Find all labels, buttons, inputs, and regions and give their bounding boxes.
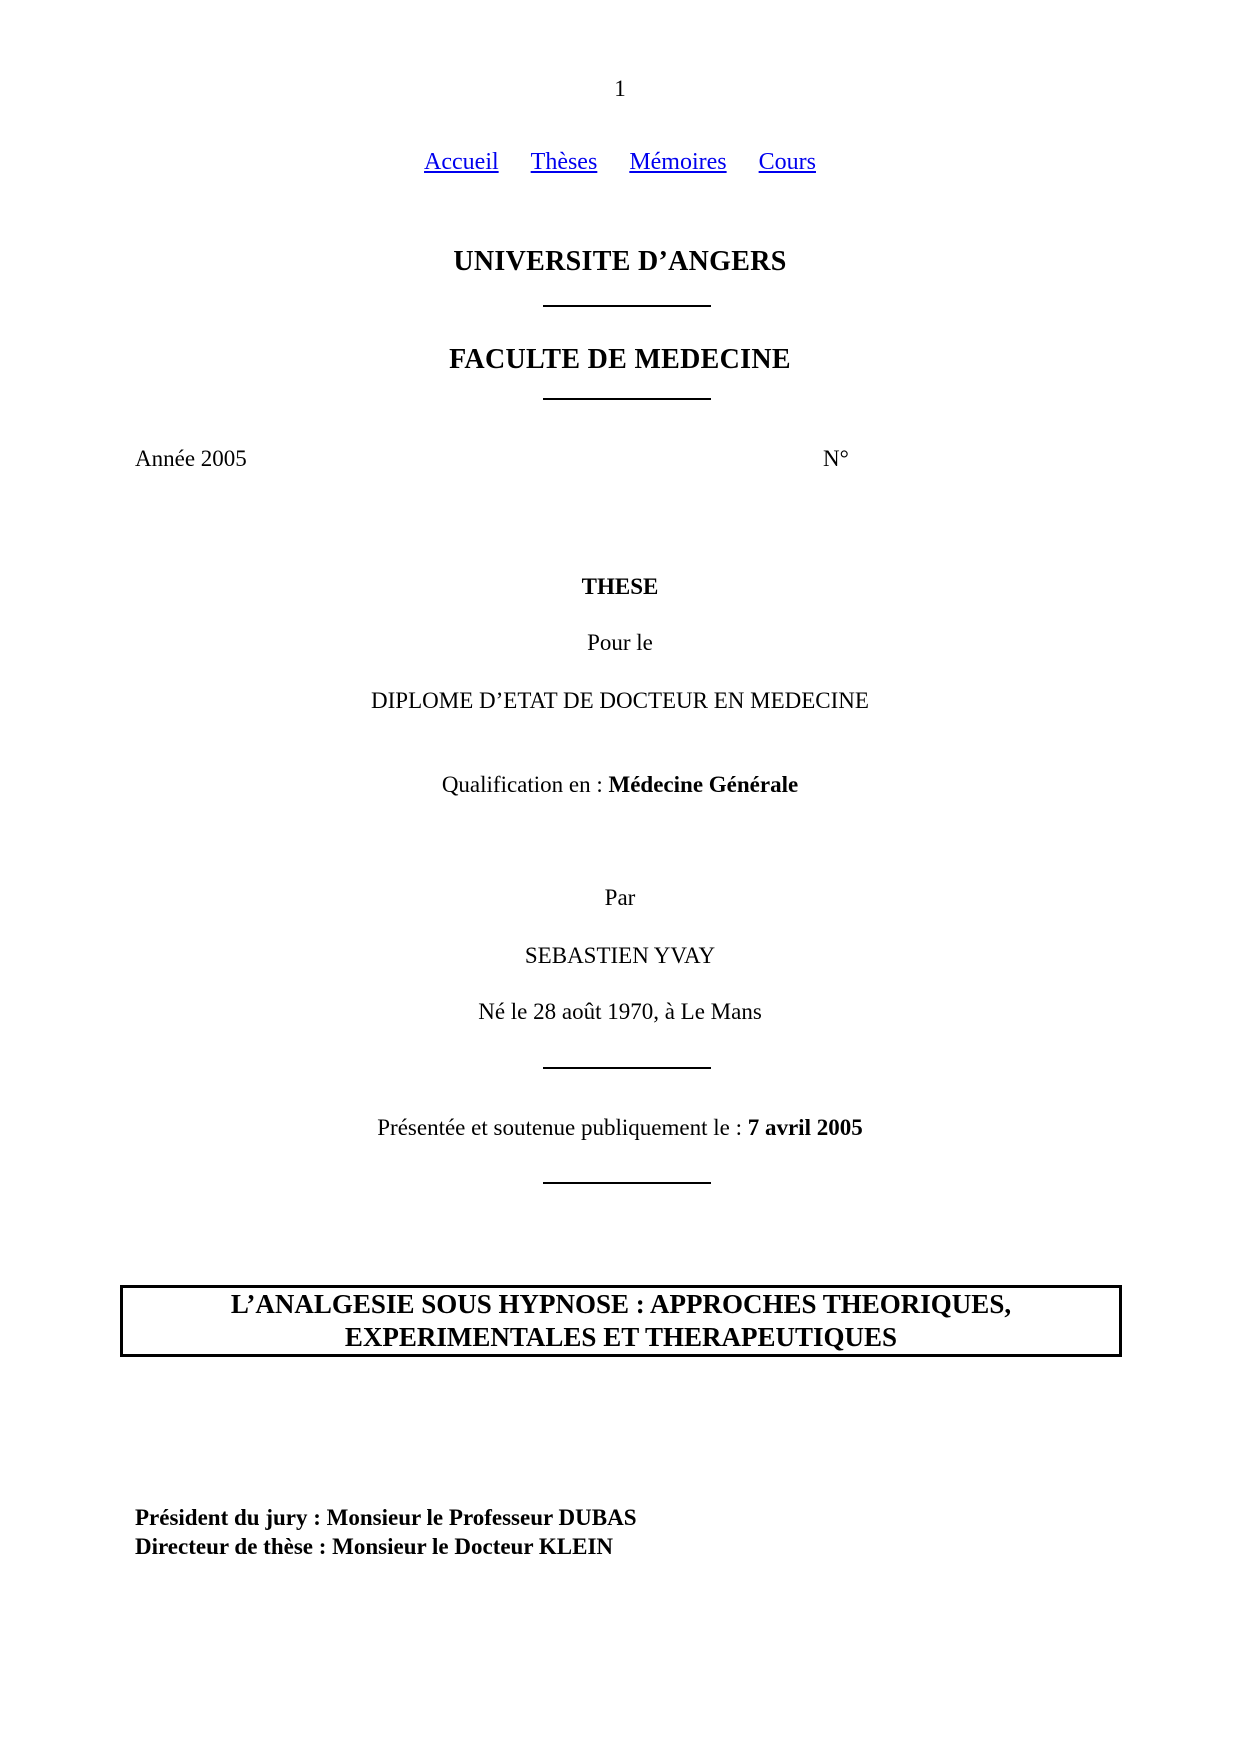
thesis-type: THESE: [581, 574, 659, 599]
defense-date: 7 avril 2005: [747, 1115, 863, 1140]
nav-link-cours[interactable]: Cours: [758, 149, 816, 175]
jury-president: Président du jury : Monsieur le Professeur DUBAS: [135, 1505, 637, 1530]
author-name: SEBASTIEN YVAY: [524, 943, 716, 968]
thesis-director: Directeur de thèse : Monsieur le Docteur KLEIN: [135, 1534, 614, 1559]
divider-rule: [543, 1182, 711, 1184]
page-number: 1: [614, 76, 626, 101]
top-navigation: [0, 149, 1240, 176]
qualification-label: Qualification en :: [441, 772, 609, 797]
nav-link-accueil[interactable]: Accueil: [424, 149, 499, 175]
thesis-number-label: N°: [823, 446, 849, 471]
year-label: Année 2005: [135, 446, 247, 471]
jury-block: [135, 1503, 637, 1561]
birth-info: Né le 28 août 1970, à Le Mans: [478, 999, 762, 1024]
diploma-text: DIPLOME D’ETAT DE DOCTEUR EN MEDECINE: [371, 688, 869, 713]
par-text: Par: [604, 885, 636, 910]
pour-le-text: Pour le: [587, 630, 653, 655]
thesis-title-line-2: EXPERIMENTALES ET THERAPEUTIQUES: [344, 1322, 898, 1352]
divider-rule: [543, 398, 711, 400]
defense-line: [0, 1115, 1240, 1141]
university-heading: UNIVERSITE D’ANGERS: [453, 246, 787, 277]
nav-link-memoires[interactable]: Mémoires: [629, 149, 727, 175]
divider-rule: [543, 305, 711, 307]
qualification-line: [0, 772, 1240, 798]
qualification-value: Médecine Générale: [608, 772, 799, 797]
faculty-heading: FACULTE DE MEDECINE: [449, 344, 791, 375]
defense-label: Présentée et soutenue publiquement le :: [377, 1115, 748, 1140]
divider-rule: [543, 1067, 711, 1069]
nav-link-theses[interactable]: Thèses: [530, 149, 598, 175]
thesis-title-box: [120, 1285, 1122, 1357]
thesis-title-line-1: L’ANALGESIE SOUS HYPNOSE : APPROCHES THEORIQUES,: [230, 1289, 1012, 1319]
